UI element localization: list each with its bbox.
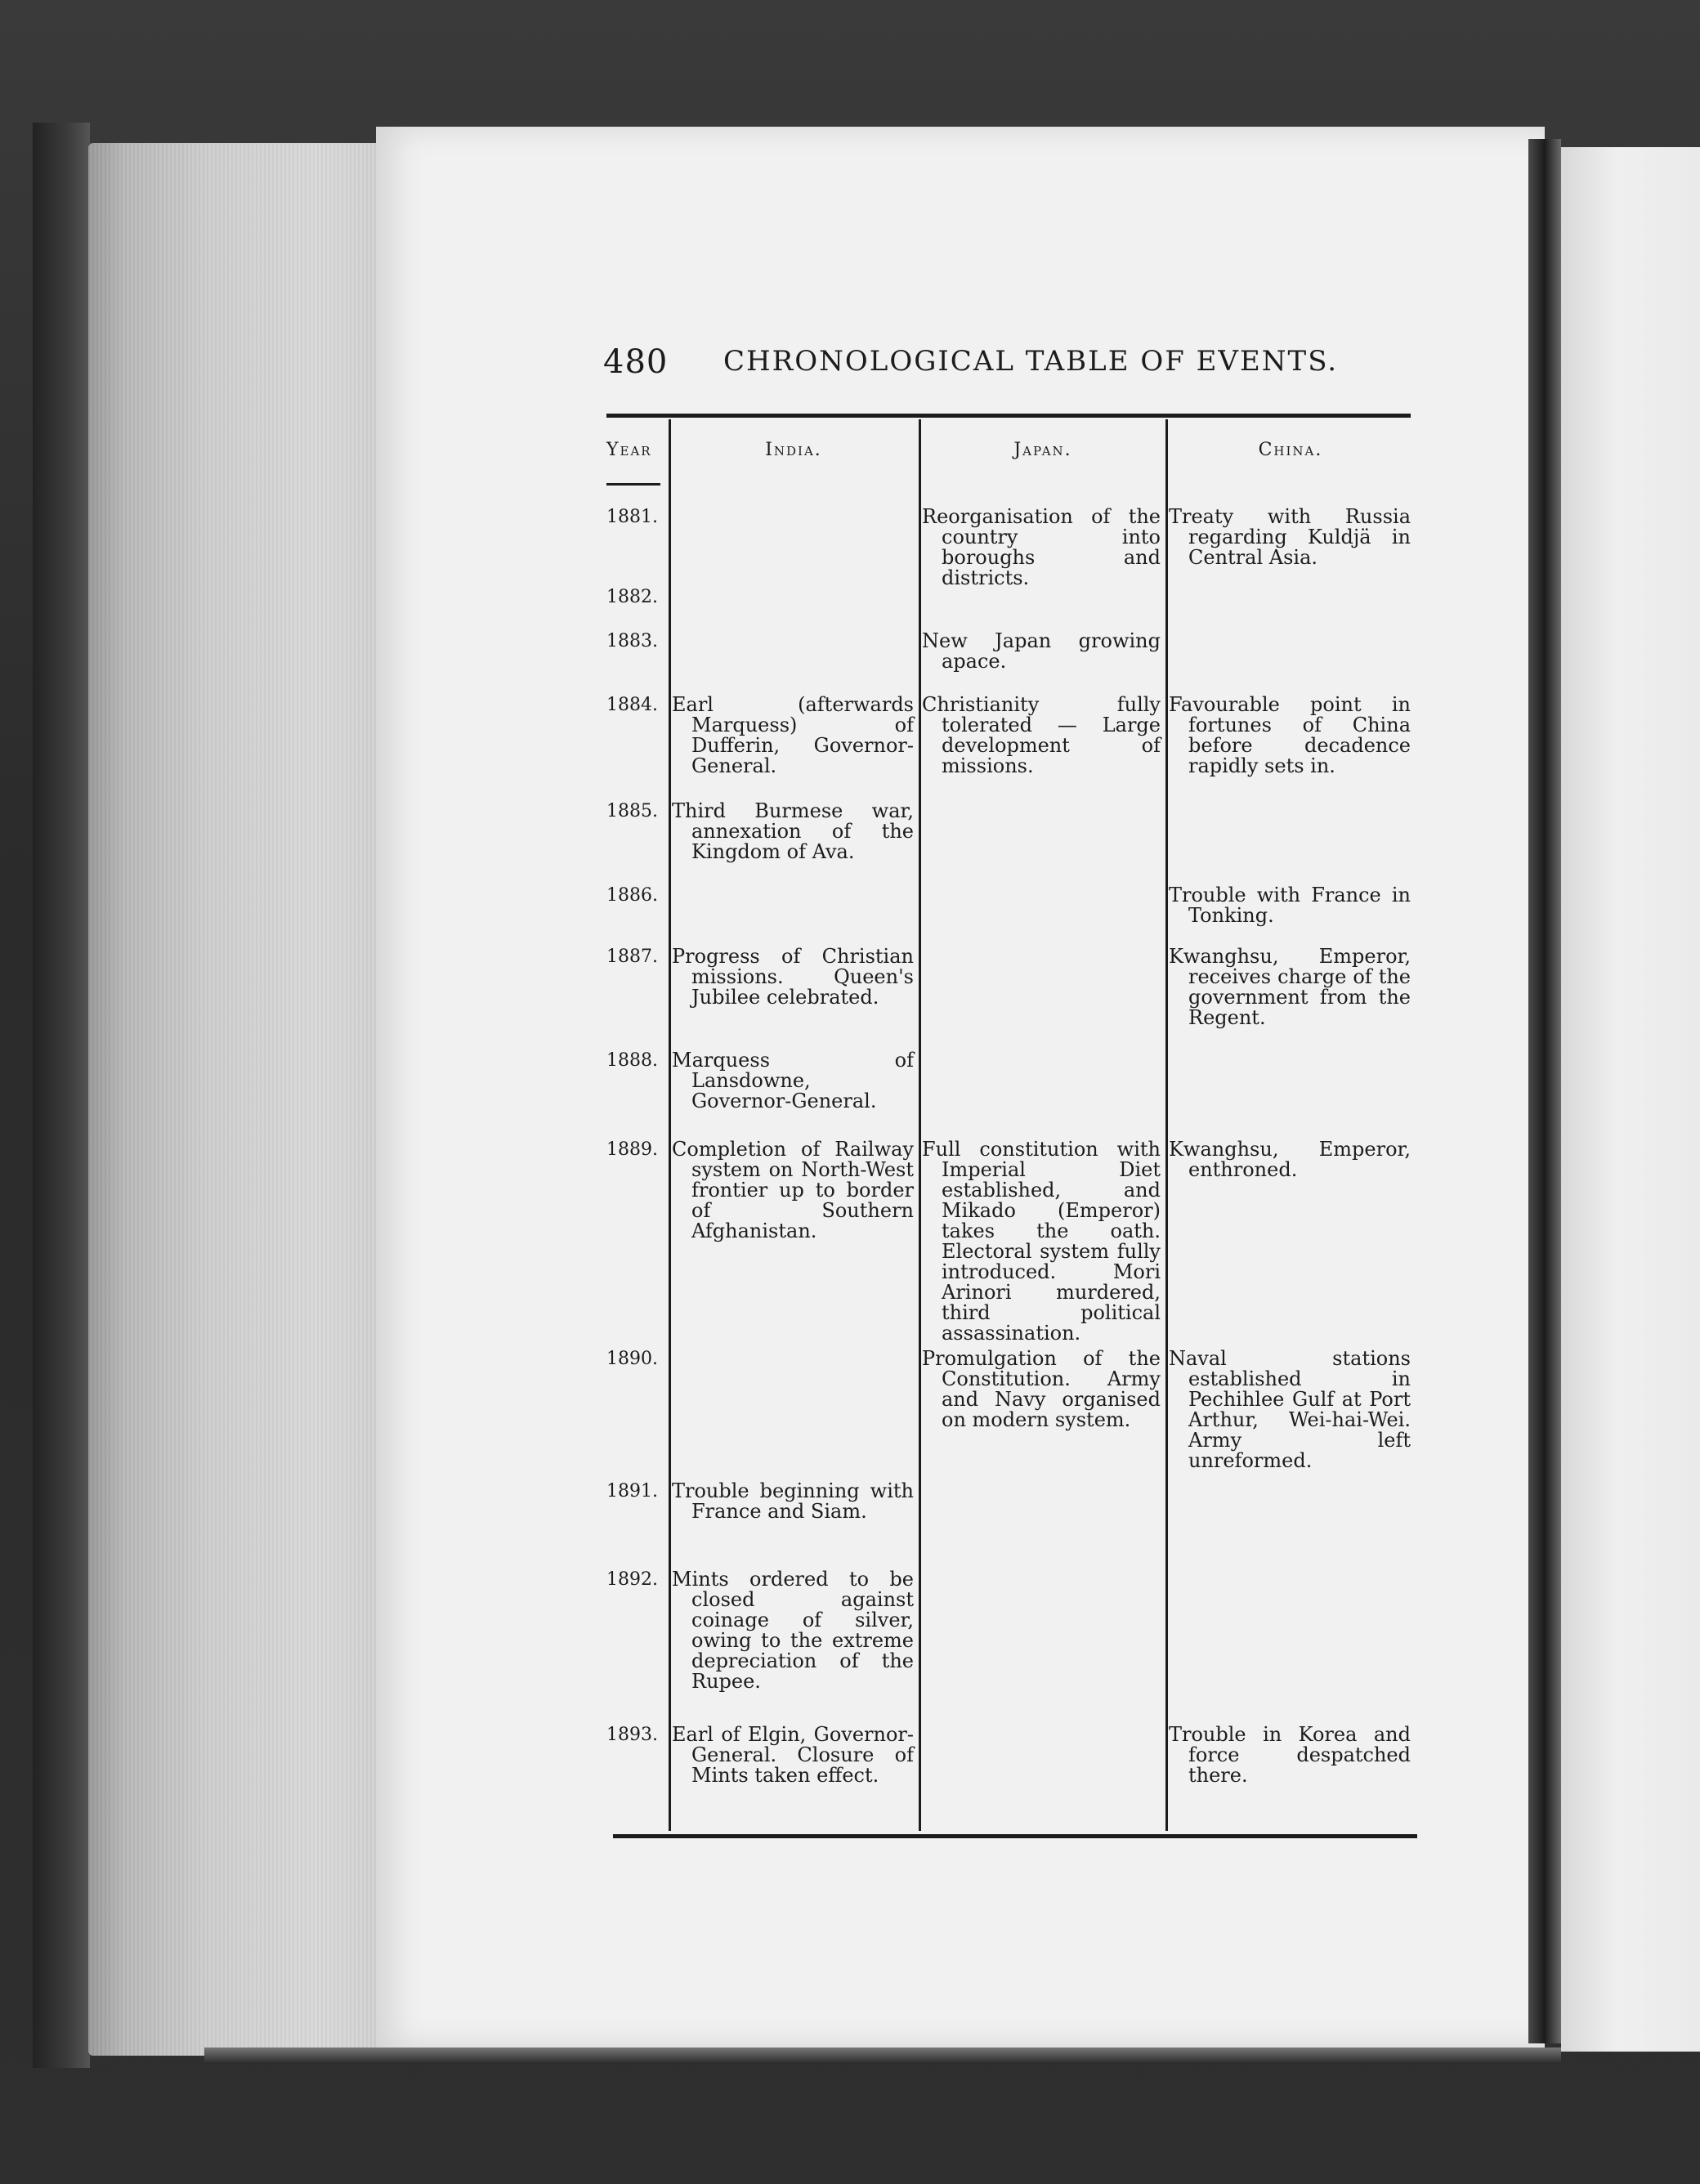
japan-cell-text: Reorganisation of the country into boroughs and districts.: [922, 505, 1161, 589]
column-header-japan: Japan.: [1013, 440, 1072, 460]
year-cell: 1891.: [606, 1481, 658, 1502]
india-cell: [672, 1481, 914, 1522]
page-number: 480: [603, 343, 669, 381]
year-cell: 1892.: [606, 1569, 658, 1590]
china-cell: [1169, 947, 1411, 1028]
facing-page-edge: [1561, 147, 1700, 2052]
china-cell-text: Kwanghsu, Emperor, receives charge of the government from the Regent.: [1169, 945, 1411, 1029]
year-cell: 1888.: [606, 1050, 658, 1071]
china-cell: [1169, 885, 1411, 926]
china-cell-text: Favourable point in fortunes of China before decadence rapidly sets in.: [1169, 693, 1411, 777]
japan-cell-text: Full constitution with Imperial Diet established, and Mikado (Emperor) takes the oath. Electoral system fully introduced. Mori Arinori murdered, third political assassination.: [922, 1138, 1161, 1345]
japan-cell: [922, 507, 1161, 589]
india-cell: [672, 1569, 914, 1692]
india-cell-text: Marquess of Lansdowne, Governor-General.: [672, 1049, 914, 1112]
year-cell: 1882.: [606, 587, 658, 607]
column-divider: [1165, 419, 1168, 1831]
year-cell: 1893.: [606, 1725, 658, 1745]
japan-cell-text: Christianity fully tolerated — Large development of missions.: [922, 693, 1161, 777]
china-cell-text: Trouble with France in Tonking.: [1169, 884, 1411, 927]
column-header-year: Year: [606, 440, 652, 460]
japan-cell-text: New Japan growing apace.: [922, 629, 1161, 673]
india-cell: [672, 947, 914, 1008]
china-cell: [1169, 695, 1411, 776]
column-divider: [669, 419, 671, 1831]
china-cell: [1169, 507, 1411, 568]
book-cover-edge: [33, 123, 90, 2068]
year-cell: 1886.: [606, 885, 658, 906]
india-cell-text: Earl of Elgin, Governor-General. Closure of Mints taken effect.: [672, 1723, 914, 1787]
japan-cell: [922, 695, 1161, 776]
china-cell: [1169, 1725, 1411, 1786]
page-stack-edge: [88, 143, 399, 2056]
year-cell: 1883.: [606, 631, 658, 651]
china-cell-text: Naval stations established in Pechihlee Gulf at Port Arthur, Wei-hai-Wei. Army left unreformed.: [1169, 1347, 1411, 1472]
china-cell-text: Trouble in Korea and force despatched there.: [1169, 1723, 1411, 1787]
year-cell: 1889.: [606, 1139, 658, 1160]
india-cell: [672, 1139, 914, 1242]
year-header-rule: [606, 483, 660, 486]
china-cell-text: Kwanghsu, Emperor, enthroned.: [1169, 1138, 1411, 1181]
india-cell-text: Trouble beginning with France and Siam.: [672, 1479, 914, 1523]
india-cell-text: Earl (afterwards Marquess) of Dufferin, Governor-General.: [672, 693, 914, 777]
india-cell-text: Mints ordered to be closed against coinage of silver, owing to the extreme depreciation of the Rupee.: [672, 1568, 914, 1693]
year-cell: 1890.: [606, 1349, 658, 1369]
india-cell-text: Completion of Railway system on North-West frontier up to border of Southern Afghanistan.: [672, 1138, 914, 1242]
table-top-rule: [606, 414, 1411, 418]
column-header-india: India.: [765, 440, 822, 460]
page-title: CHRONOLOGICAL TABLE OF EVENTS.: [723, 345, 1339, 378]
japan-cell: [922, 1139, 1161, 1344]
india-cell: [672, 801, 914, 862]
china-cell: [1169, 1139, 1411, 1180]
book-gutter: [1528, 139, 1561, 2043]
column-header-china: China.: [1258, 440, 1323, 460]
column-divider: [919, 419, 921, 1831]
year-cell: 1884.: [606, 695, 658, 715]
year-cell: 1881.: [606, 507, 658, 527]
japan-cell: [922, 631, 1161, 672]
year-cell: 1887.: [606, 947, 658, 967]
year-cell: 1885.: [606, 801, 658, 821]
japan-cell-text: Promulgation of the Constitution. Army and Navy organised on modern system.: [922, 1347, 1161, 1431]
india-cell-text: Third Burmese war, annexation of the Kingdom of Ava.: [672, 799, 914, 863]
japan-cell: [922, 1349, 1161, 1430]
china-cell-text: Treaty with Russia regarding Kuldjä in Central Asia.: [1169, 505, 1411, 569]
table-bottom-rule: [613, 1834, 1417, 1838]
page-bottom-shadow: [204, 2047, 1561, 2064]
india-cell-text: Progress of Christian missions. Queen's Jubilee celebrated.: [672, 945, 914, 1009]
china-cell: [1169, 1349, 1411, 1471]
india-cell: [672, 695, 914, 776]
india-cell: [672, 1725, 914, 1786]
india-cell: [672, 1050, 914, 1112]
